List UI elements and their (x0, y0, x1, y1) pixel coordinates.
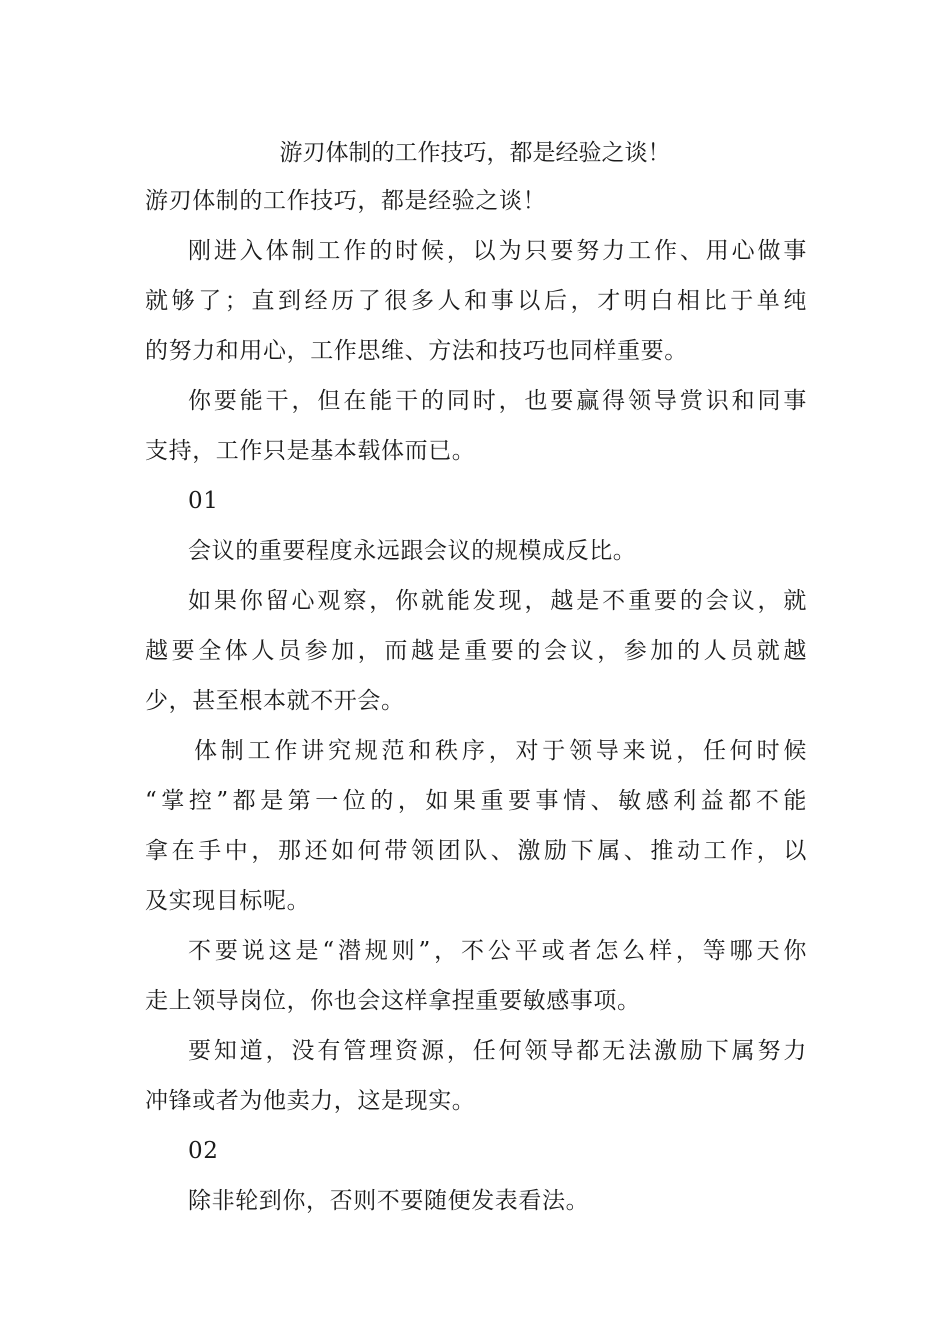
paragraph-line: 的努力和用心，工作思维、方法和技巧也同样重要。 (145, 338, 688, 364)
paragraph-line: “掌控”都是第一位的，如果重要事情、敏感利益都不能 (145, 788, 807, 814)
paragraph-line: 拿在手中，那还如何带领团队、激励下属、推动工作，以 (145, 838, 807, 864)
paragraph-line: 及实现目标呢。 (145, 888, 311, 914)
section-heading: 除非轮到你，否则不要随便发表看法。 (188, 1188, 590, 1214)
paragraph-line: 要知道，没有管理资源，任何领导都无法激励下属努力 (188, 1038, 807, 1064)
document-body (145, 176, 807, 1226)
paragraph-line: 走上领导岗位，你也会这样拿捏重要敏感事项。 (145, 988, 641, 1014)
paragraph-line: 越要全体人员参加，而越是重要的会议，参加的人员就越 (145, 638, 807, 664)
document-title: 游刃体制的工作技巧，都是经验之谈！ (279, 140, 671, 166)
subtitle-line: 游刃体制的工作技巧，都是经验之谈！ (145, 188, 547, 214)
paragraph-line: 支持，工作只是基本载体而已。 (145, 438, 476, 464)
section-heading: 会议的重要程度永远跟会议的规模成反比。 (188, 538, 637, 564)
paragraph-line: 你要能干，但在能干的同时，也要赢得领导赏识和同事 (188, 388, 807, 414)
section-number: 01 (188, 488, 219, 514)
paragraph-line: 少，甚至根本就不开会。 (145, 688, 405, 714)
paragraph-line: 不要说这是“潜规则”，不公平或者怎么样，等哪天你 (188, 938, 807, 964)
paragraph-line: 刚进入体制工作的时候，以为只要努力工作、用心做事 (188, 238, 807, 264)
paragraph-line: 如果你留心观察，你就能发现，越是不重要的会议，就 (188, 588, 807, 614)
paragraph-line: 冲锋或者为他卖力，这是现实。 (145, 1088, 476, 1114)
paragraph-line: 体制工作讲究规范和秩序，对于领导来说，任何时候 (194, 738, 807, 764)
paragraph-line: 就够了；直到经历了很多人和事以后，才明白相比于单纯 (145, 288, 807, 314)
section-number: 02 (188, 1138, 219, 1164)
